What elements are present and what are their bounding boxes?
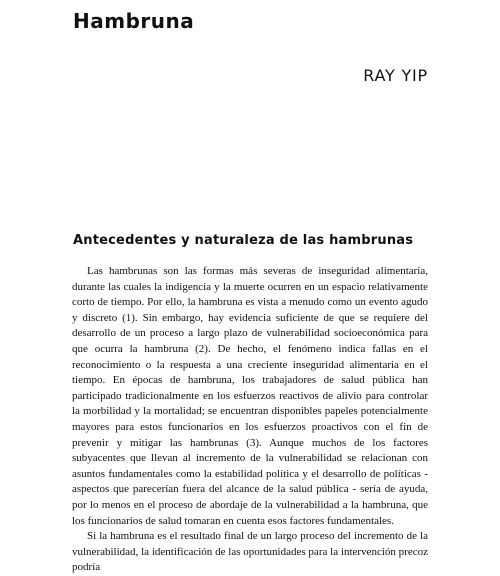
body-paragraph: Las hambrunas son las formas más severas de inseguridad alimentaria, durante las cuales la indigencia y la muerte ocurren en un espacio relativamente corto de tiempo. Por ello, la hambruna es vista a menudo como un evento agudo y discreto (1). Sin embargo, hay evidencia suficiente de que se requiere del desarrollo de un proceso a largo plazo de vulnerabilidad socioeconómica para que ocurra la hambruna (2). De hecho, el fenómeno indica fallas en el reconocimiento o la respuesta a una creciente inseguridad alimentaria en el tiempo. En épocas de hambruna, los trabajadores de salud pública han participado tradicionalmente en los esfuerzos reactivos de alivio para controlar la morbilidad y la mortalidad; se encuentran disponibles papeles potencialmente mayores para estos funcionarios en los esfuerzos proactivos con el fin de prevenir y mitigar las hambrunas (3). Aunque muchos de los factores subyacentes que llevan al incremento de la vulnerabilidad se relacionan con asuntos fundamentales como la estabilidad política y el desarrollo de políticas - aspectos que parecerían fuera del alcance de la salud pública - sería de ayuda, por lo menos en el proceso de abordaje de la vulnerabilidad a la hambruna, que los funcionarios de salud tomaran en cuenta esos factores fundamentales. (72, 265, 428, 527)
section-heading: Antecedentes y naturaleza de las hambrunas (73, 233, 414, 248)
section-body (72, 264, 428, 576)
chapter-author: RAY YIP (363, 66, 428, 85)
body-paragraph: Si la hambruna es el resultado final de un largo proceso del incremento de la vulnerabilidad, la identificación de las oportunidades para la intervención precoz podría (72, 530, 428, 574)
chapter-title: Hambruna (73, 9, 195, 33)
